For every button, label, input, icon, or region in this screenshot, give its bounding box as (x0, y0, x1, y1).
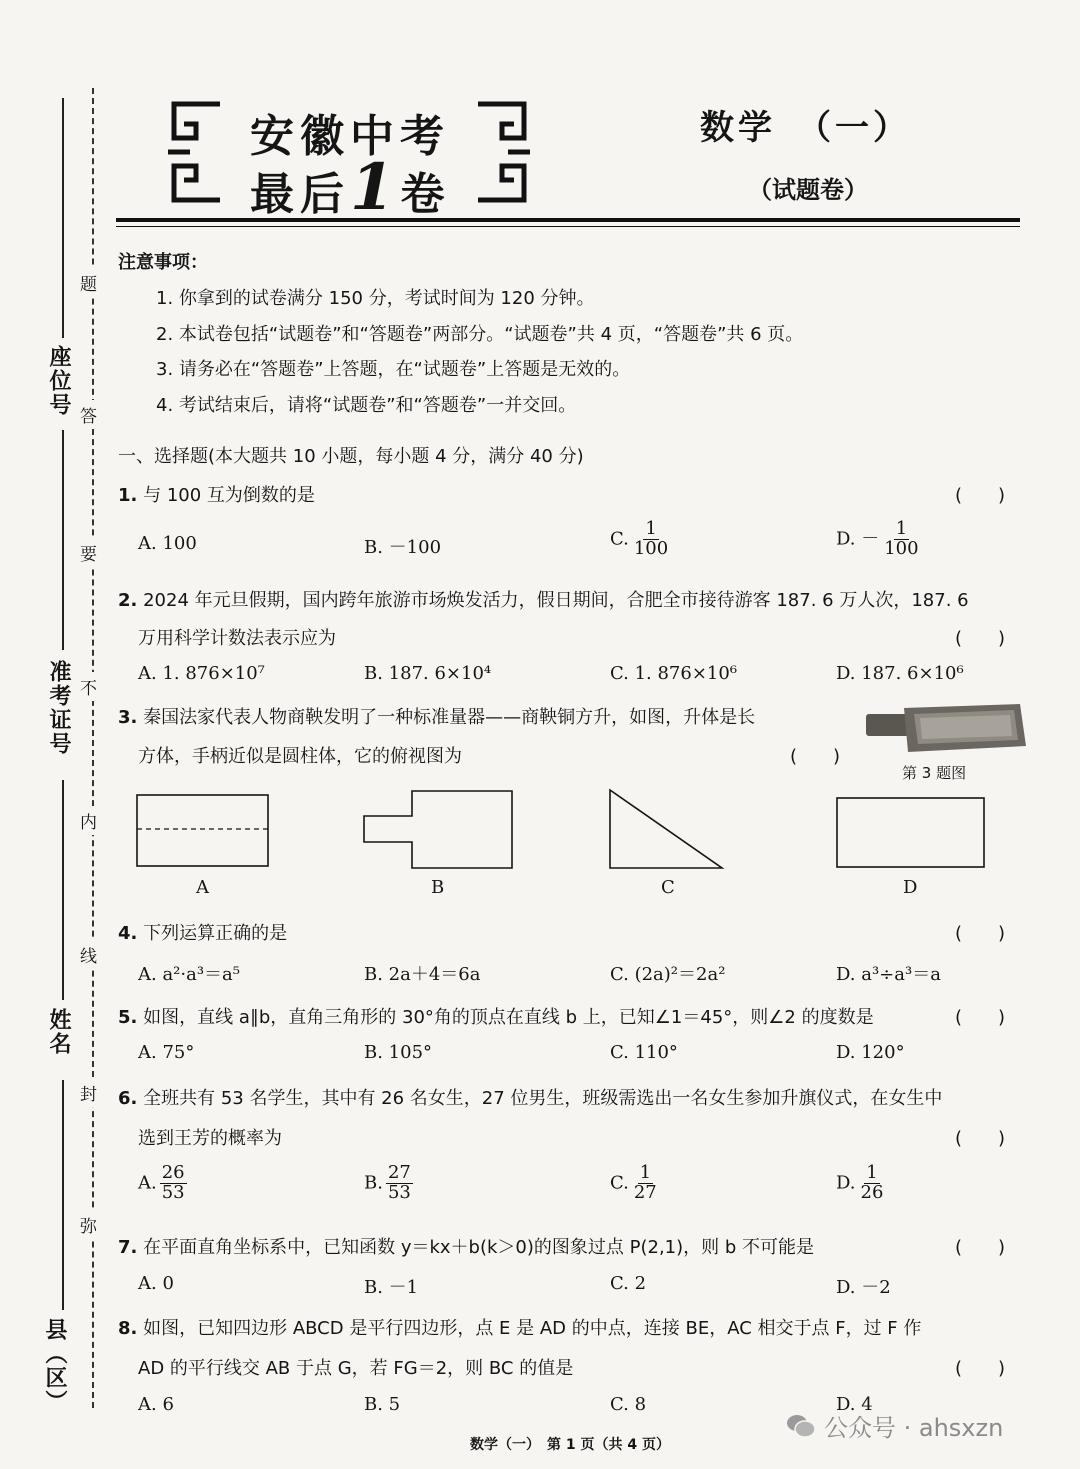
question-text: 下列运算正确的是 (143, 923, 288, 944)
notice-item: 4. 考试结束后，请将“试题卷”和“答题卷”一并交回。 (156, 395, 577, 416)
question-text: 全班共有 53 名学生，其中有 26 名女生，27 位男生，班级需选出一名女生参加升旗仪式，在女生中 (143, 1088, 943, 1109)
question-stem (118, 1003, 874, 1029)
figure-caption: 第 3 题图 (902, 764, 967, 782)
answer-paren: ( ) (955, 1237, 1006, 1258)
fraction-numerator: 1 (895, 518, 908, 539)
figure-label-c: C (661, 877, 675, 898)
logo-line2-b: 卷 (400, 169, 451, 220)
watermark-text: 公众号 · ahsxzn (824, 1414, 1004, 1442)
name-label: 姓名 (46, 1008, 72, 1056)
figure-c (608, 788, 726, 870)
option-prefix: D. － (836, 528, 880, 550)
question-number: 4. (118, 923, 138, 944)
question-stem (118, 703, 755, 729)
notice-heading: 注意事项： (118, 252, 208, 273)
fraction-denominator: 26 (860, 1181, 884, 1203)
option-d: D. 120° (836, 1042, 905, 1063)
answer-paren: ( ) (955, 1358, 1006, 1379)
option-a: A. 6 (138, 1394, 174, 1415)
option-a (138, 1164, 187, 1203)
watermark (786, 1408, 1003, 1443)
volume-title: （试题卷） (748, 176, 868, 204)
exam-id-line (62, 430, 64, 650)
fraction-denominator: 53 (387, 1181, 411, 1203)
page-footer: 数学（一） 第 1 页（共 4 页） (470, 1437, 670, 1453)
bronze-measure-photo (864, 700, 1028, 756)
option-b: B. 105° (364, 1042, 433, 1063)
option-d: D. －2 (836, 1277, 891, 1298)
option-a: A. 1. 876×10⁷ (138, 663, 265, 684)
figure-label-a: A (196, 877, 209, 898)
fraction-denominator: 100 (884, 537, 919, 559)
figure-label-d: D (903, 877, 918, 898)
logo-line2-num: 1 (350, 150, 401, 225)
answer-paren: ( ) (955, 1007, 1006, 1028)
exam-id-label: 准考证号 (46, 660, 72, 756)
question-stem (118, 481, 315, 507)
question-text: 与 100 互为倒数的是 (143, 485, 315, 506)
answer-paren: ( ) (955, 1128, 1006, 1149)
option-b: B. 187. 6×10⁴ (364, 663, 492, 684)
answer-paren: ( ) (955, 923, 1006, 944)
question-text-cont: 选到王芳的概率为 (138, 1128, 282, 1149)
question-text-cont: 万用科学计数法表示应为 (138, 628, 336, 649)
answer-paren: ( ) (955, 628, 1006, 649)
fraction-numerator: 27 (387, 1162, 411, 1183)
fraction-numerator: 1 (639, 1162, 652, 1183)
logo-line1: 安徽中考 (250, 111, 450, 162)
fraction-numerator: 1 (866, 1162, 878, 1183)
option-b: B. －100 (364, 537, 442, 558)
option-b (364, 1164, 413, 1203)
section-heading: 一、选择题(本大题共 10 小题，每小题 4 分，满分 40 分) (118, 446, 584, 467)
fraction-denominator: 53 (161, 1181, 185, 1203)
option-prefix: D. (836, 1172, 856, 1194)
option-b: B. 2a＋4＝6a (364, 964, 481, 985)
question-text-cont: AD 的平行线交 AB 于点 G，若 FG＝2，则 BC 的值是 (138, 1358, 574, 1379)
fraction-numerator: 1 (645, 518, 657, 539)
figure-a (136, 794, 270, 868)
seal-char-3: 要 (80, 538, 97, 567)
question-number: 2. (118, 590, 138, 611)
name-line (62, 780, 64, 1000)
logo-line2 (250, 150, 451, 225)
option-d: D. 4 (836, 1394, 873, 1415)
answer-paren: ( ) (955, 485, 1006, 506)
question-number: 8. (118, 1318, 138, 1339)
question-text: 如图，直线 a∥b，直角三角形的 30°角的顶点在直线 b 上，已知∠1＝45°，则∠2 的度数是 (143, 1007, 874, 1028)
question-number: 7. (118, 1237, 138, 1258)
left-ornament-icon (160, 98, 230, 206)
option-prefix: B. (364, 1172, 383, 1194)
seal-char-2: 答 (80, 400, 97, 429)
question-text: 在平面直角坐标系中，已知函数 y＝kx＋b(k＞0)的图象过点 P(2,1)，则 b 不可能是 (143, 1237, 815, 1258)
option-d: D. a³÷a³＝a (836, 964, 941, 985)
question-text: 如图，已知四边形 ABCD 是平行四边形，点 E 是 AD 的中点，连接 BE，AC 相交于点 F，过 F 作 (143, 1318, 922, 1339)
header-rule-thin (116, 226, 1020, 227)
option-c: C. 8 (610, 1394, 647, 1415)
seal-char-6: 线 (80, 940, 97, 969)
notice-item: 1. 你拿到的试卷满分 150 分，考试时间为 120 分钟。 (156, 288, 595, 309)
seal-char-1: 题 (80, 268, 97, 297)
option-a: A. 75° (138, 1042, 195, 1063)
option-b: B. 5 (364, 1394, 401, 1415)
option-c (610, 1164, 659, 1203)
right-ornament-icon (468, 98, 538, 206)
question-stem (118, 919, 287, 945)
option-c: C. (2a)²＝2a² (610, 964, 726, 985)
option-d: D. 187. 6×10⁶ (836, 663, 964, 684)
fraction-denominator: 100 (633, 537, 669, 559)
question-number: 3. (118, 707, 138, 728)
fraction-denominator: 27 (633, 1181, 657, 1203)
figure-b (362, 790, 514, 870)
seal-char-4: 不 (80, 672, 97, 701)
option-c (610, 520, 670, 559)
question-stem (118, 1314, 921, 1340)
notice-item: 3. 请务必在“答题卷”上答题，在“试题卷”上答题是无效的。 (156, 359, 631, 380)
question-number: 5. (118, 1007, 138, 1028)
subject-title: 数学 （一） (700, 108, 911, 148)
question-number: 6. (118, 1088, 138, 1109)
option-prefix: C. (610, 528, 629, 550)
header-rule-thick (116, 218, 1020, 222)
option-b: B. －1 (364, 1277, 419, 1298)
question-number: 1. (118, 485, 138, 506)
county-label: 县（区） (42, 1318, 68, 1414)
option-a: A. 0 (138, 1273, 174, 1294)
option-d (836, 520, 921, 559)
fraction-numerator: 26 (161, 1162, 185, 1183)
option-c: C. 2 (610, 1273, 647, 1294)
option-c: C. 1. 876×10⁶ (610, 663, 738, 684)
seat-line (62, 98, 64, 338)
seat-label: 座位号 (46, 345, 72, 417)
question-stem (118, 586, 969, 612)
option-prefix: C. (610, 1172, 629, 1194)
seal-char-5: 内 (80, 806, 97, 835)
county-line (62, 1080, 64, 1310)
option-c: C. 110° (610, 1042, 678, 1063)
logo-line2-a: 最后 (250, 169, 350, 220)
option-a: A. a²·a³＝a⁵ (138, 964, 241, 985)
answer-paren: ( ) (790, 746, 841, 767)
option-d (836, 1164, 885, 1203)
question-stem (118, 1233, 814, 1259)
question-text: 秦国法家代表人物商鞅发明了一种标准量器——商鞅铜方升，如图，升体是长 (143, 707, 756, 728)
question-text-cont: 方体，手柄近似是圆柱体，它的俯视图为 (138, 746, 462, 767)
figure-label-b: B (431, 877, 445, 898)
option-a: A. 100 (138, 533, 197, 554)
seal-char-7: 封 (80, 1078, 97, 1107)
option-prefix: A. (138, 1172, 157, 1194)
seal-char-8: 弥 (80, 1210, 97, 1239)
wechat-icon (786, 1413, 816, 1439)
question-stem (118, 1084, 942, 1110)
notice-item: 2. 本试卷包括“试题卷”和“答题卷”两部分。“试题卷”共 4 页，“答题卷”共 6 页。 (156, 324, 804, 345)
question-text: 2024 年元旦假期，国内跨年旅游市场焕发活力，假日期间，合肥全市接待游客 187. 6 万人次，187. 6 (143, 590, 969, 611)
figure-d (836, 797, 986, 869)
